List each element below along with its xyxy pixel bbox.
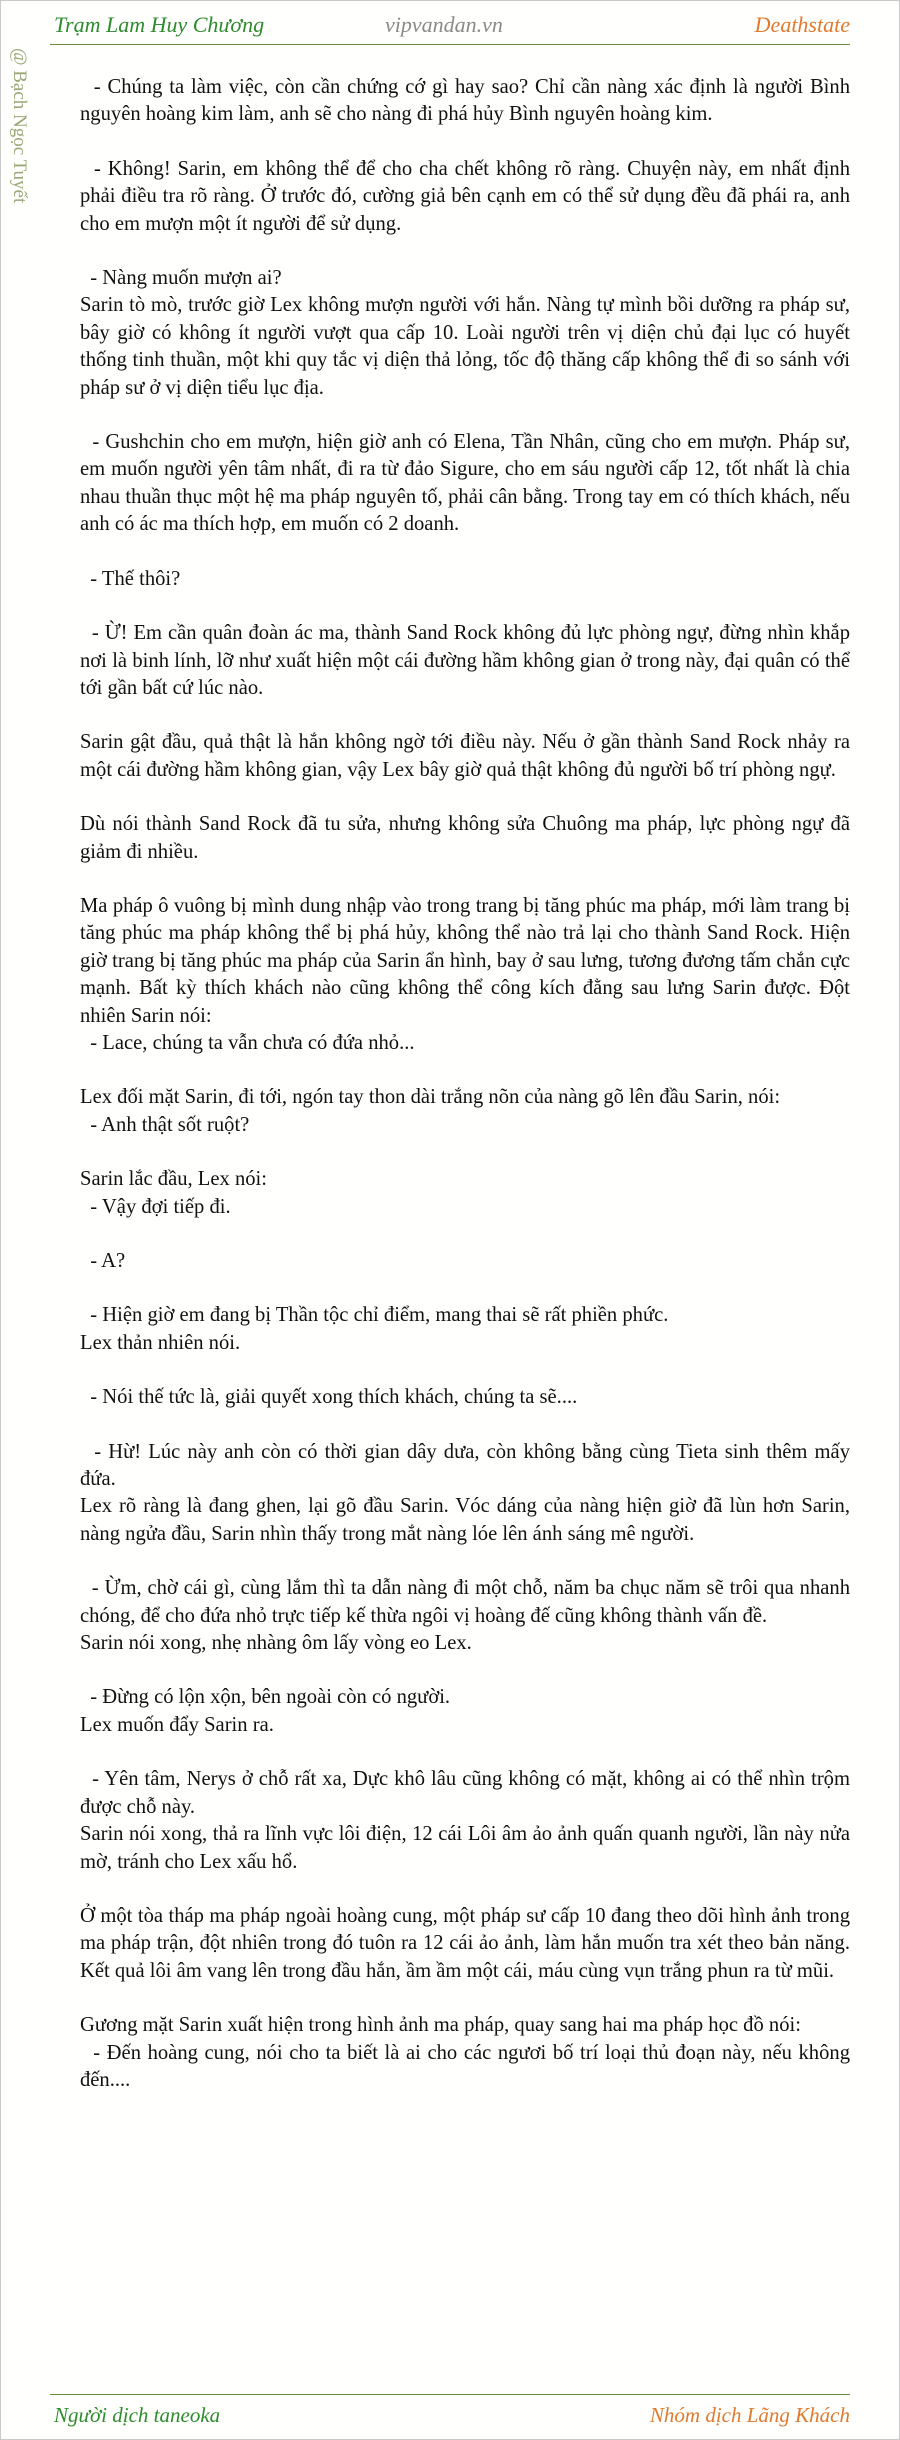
paragraph: - Thế thôi? (80, 567, 181, 590)
paragraph: - Đừng có lộn xộn, bên ngoài còn có người. (80, 1686, 451, 1709)
footer-translator: Người dịch taneoka (54, 2403, 221, 2427)
paragraph: - Gushchin cho em mượn, hiện giờ anh có Elena, Tần Nhân, cũng cho em mượn. Pháp sư, em muốn người yên tâm nhất, đi ra từ đảo Sigure, cho em sáu người cấp 12, tốt nhất là chia nhau thuần thục một hệ ma pháp nguyên tố, phải cân bằng. Trong tay em có thích khách, nếu anh có ác ma thích hợp, em muốn có 2 doanh. (80, 431, 856, 536)
paragraph: - Vậy đợi tiếp đi. (80, 1195, 231, 1218)
paragraph: - Hừ! Lúc này anh còn có thời gian dây dưa, còn không bằng cùng Tieta sinh thêm mấy đứa. (80, 1440, 856, 1491)
side-label: @ Bạch Ngọc Tuyết (9, 48, 30, 204)
paragraph: Sarin gật đầu, quả thật là hắn không ngờ tới điều này. Nếu ở gần thành Sand Rock nhảy ra một cái đường hầm không gian, vậy Lex bây giờ quả thật không đủ người bố trí phòng ngự. (80, 731, 856, 781)
paragraph: - Nàng muốn mượn ai? (80, 267, 282, 290)
paragraph: Dù nói thành Sand Rock đã tu sửa, nhưng không sửa Chuông ma pháp, lực phòng ngự đã giảm đi nhiều. (80, 813, 856, 863)
paragraph: - Ừm, chờ cái gì, cùng lắm thì ta dẫn nàng đi một chỗ, năm ba chục năm sẽ trôi qua nhanh chóng, để cho đứa nhỏ trực tiếp kế thừa ngôi vị hoàng đế cũng không thành vấn đề. (80, 1577, 856, 1627)
paragraph: Sarin nói xong, thả ra lĩnh vực lôi điện, 12 cái Lôi âm ảo ảnh quấn quanh người, lần này nửa mờ, tránh cho Lex xấu hổ. (80, 1823, 856, 1873)
paragraph: - Đến hoàng cung, nói cho ta biết là ai cho các ngươi bố trí loại thủ đoạn này, nếu không đến.... (80, 2041, 856, 2091)
paragraph: - Ừ! Em cần quân đoàn ác ma, thành Sand Rock không đủ lực phòng ngự, đừng nhìn khắp nơi là binh lính, lỡ như xuất hiện một cái đường hầm không gian ở trong này, đại quân có thể tới gần bất cứ lúc nào. (80, 622, 856, 699)
paragraph: - Không! Sarin, em không thể để cho cha chết không rõ ràng. Chuyện này, em nhất định phải điều tra rõ ràng. Ở trước đó, cường giả bên cạnh em có thể sử dụng đều đã phái ra, anh cho em mượn một ít người để sử dụng. (80, 157, 856, 235)
footer-group: Nhóm dịch Lãng Khách (649, 2403, 850, 2427)
chapter-text (80, 74, 856, 2094)
paragraph: Ma pháp ô vuông bị mình dung nhập vào trong trang bị tăng phúc ma pháp, mới làm trang bị tăng phúc ma pháp không thể bị phá hủy, không thể nào trả lại cho thành Sand Rock. Hiện giờ trang bị tăng phúc ma pháp của Sarin ẩn hình, bay ở sau lưng, tương đương tấm chắn cực mạnh. Bất kỳ thích khách nào cũng không thể công kích đằng sau lưng Sarin được. Đột nhiên Sarin nói: (80, 894, 856, 1027)
paragraph: Lex đối mặt Sarin, đi tới, ngón tay thon dài trắng nõn của nàng gõ lên đầu Sarin, nói: (80, 1086, 781, 1109)
paragraph: - A? (80, 1250, 126, 1272)
paragraph: - Yên tâm, Nerys ở chỗ rất xa, Dực khô lâu cũng không có mặt, không ai có thể nhìn trộm được chỗ này. (80, 1768, 856, 1818)
paragraph: - Lace, chúng ta vẫn chưa có đứa nhỏ... (80, 1031, 415, 1054)
paragraph: Sarin nói xong, nhẹ nhàng ôm lấy vòng eo Lex. (80, 1632, 472, 1655)
header-title: Deathstate (754, 12, 850, 37)
paragraph: - Chúng ta làm việc, còn cần chứng cớ gì hay sao? Chỉ cần nàng xác định là người Bình nguyên hoàng kim làm, anh sẽ cho nàng đi phá hủy Bình nguyên hoàng kim. (80, 76, 856, 126)
paragraph: Sarin tò mò, trước giờ Lex không mượn người với hắn. Nàng tự mình bồi dưỡng ra pháp sư, bây giờ có không ít người vượt qua cấp 10. Loài người trên vị diện chủ đại lục có huyết thống tinh thuần, một khi quy tắc vị diện thả lỏng, tốc độ thăng cấp không thể đi so sánh với pháp sư ở vị diện tiểu lục địa. (80, 294, 856, 399)
header-source: Trạm Lam Huy Chương (54, 12, 265, 37)
paragraph: - Nói thế tức là, giải quyết xong thích khách, chúng ta sẽ.... (80, 1386, 578, 1409)
paragraph: Gương mặt Sarin xuất hiện trong hình ảnh ma pháp, quay sang hai ma pháp học đồ nói: (80, 2014, 801, 2037)
paragraph: Ở một tòa tháp ma pháp ngoài hoàng cung, một pháp sư cấp 10 đang theo dõi hình ảnh trong ma pháp trận, đột nhiên trong đó tuôn ra 12 cái ảo ảnh, làm hắn muốn tra xét theo bản năng. Kết quả lôi âm vang lên trong đầu hắn, ầm ầm một cái, máu cùng vụn trắng phun ra từ mũi. (80, 1904, 856, 1982)
paragraph: Lex rõ ràng là đang ghen, lại gõ đầu Sarin. Vóc dáng của nàng hiện giờ đã lùn hơn Sarin, nàng ngửa đầu, Sarin nhìn thấy trong mắt nàng lóe lên ánh sáng mê người. (80, 1495, 856, 1545)
paragraph: - Anh thật sốt ruột? (80, 1113, 250, 1136)
header-website: vipvandan.vn (385, 12, 503, 37)
paragraph: Sarin lắc đầu, Lex nói: (80, 1168, 268, 1191)
page-header (50, 8, 850, 45)
paragraph: Lex muốn đẩy Sarin ra. (80, 1713, 274, 1736)
side-watermark (8, 48, 36, 268)
page-footer (50, 2394, 850, 2431)
paragraph: - Hiện giờ em đang bị Thần tộc chỉ điểm, mang thai sẽ rất phiền phức. (80, 1304, 669, 1327)
paragraph: Lex thản nhiên nói. (80, 1331, 241, 1354)
